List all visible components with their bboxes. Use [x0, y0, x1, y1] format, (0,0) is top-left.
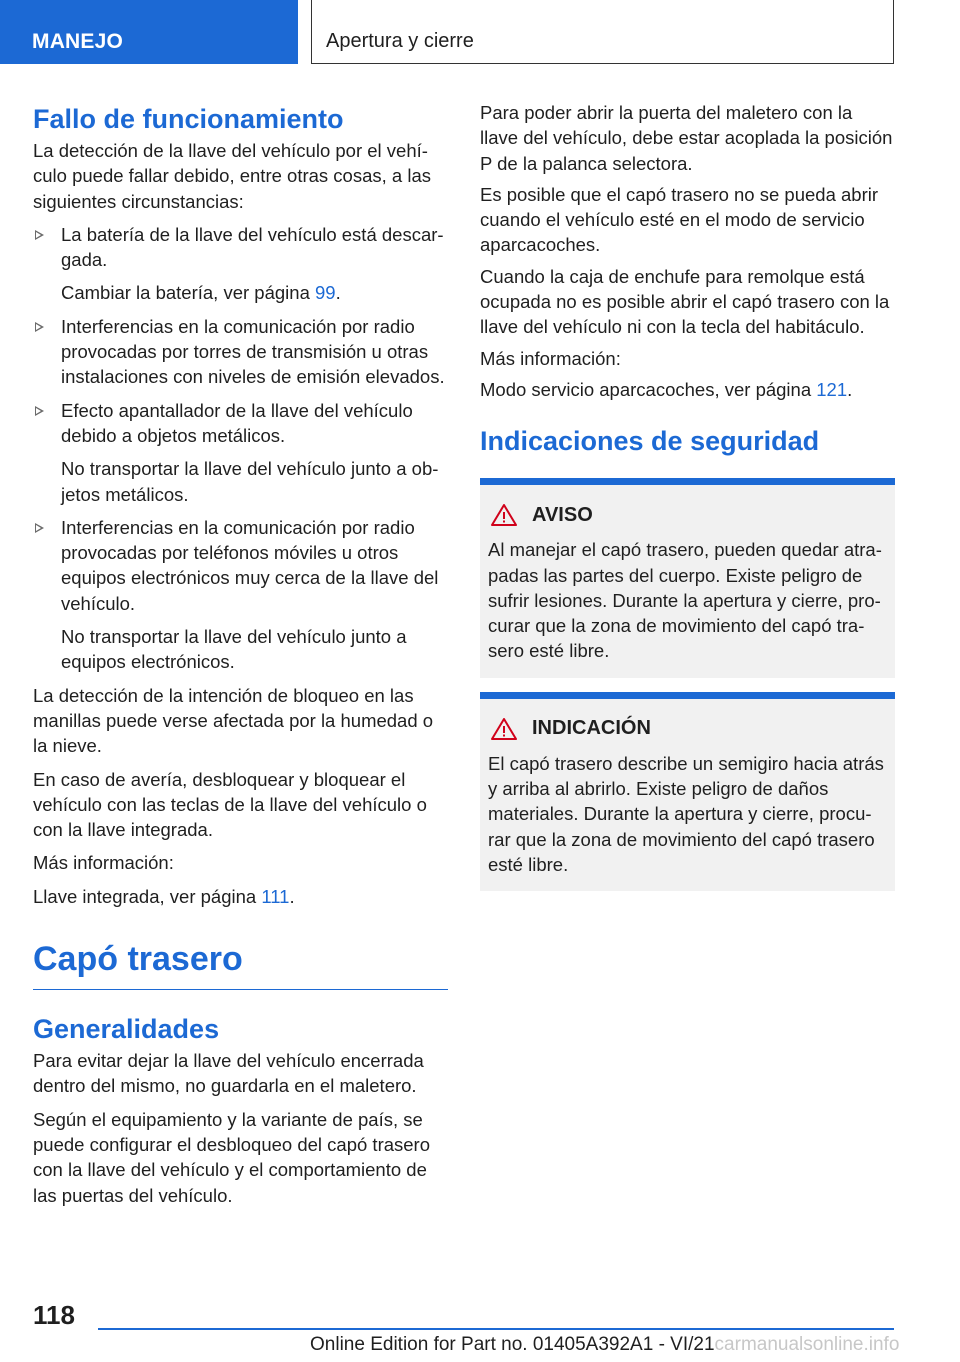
- warning-triangle-icon: [490, 503, 518, 527]
- right-para-3: Cuando la caja de enchufe para remolque está ocupada no es posible abrir el capó trasero con la llave del vehículo ni con la tecla del habitáculo.: [480, 265, 890, 338]
- more-info-ref: Llave integrada, ver página 111.: [33, 885, 295, 907]
- warning-box: [480, 478, 895, 677]
- warning-text: Al manejar el capó trasero, pueden quedar atrapadas las partes del cuerpo. Existe peligro de sufrir lesiones. Durante la apertura y cierre, procurar que la zona de movimiento del capó trasero esté libre.: [488, 539, 882, 662]
- malfunction-para-1: La detección de la intención de bloqueo en las manillas puede verse afectada por la humedad o la nieve.: [33, 684, 434, 757]
- malfunction-intro: La detección de la llave del vehículo por el vehículo puede fallar debido, entre otras cosas, a las siguientes circunstancias:: [33, 140, 431, 212]
- triangle-bullet-icon: [35, 523, 44, 533]
- footer-edition: Online Edition for Part no. 01405A392A1 - VI/21carmanualsonline.info: [310, 1334, 900, 1355]
- triangle-bullet-icon: [35, 322, 44, 332]
- tailgate-heading: Capó trasero: [33, 935, 448, 990]
- notice-box: [480, 692, 895, 891]
- triangle-bullet-icon: [35, 406, 44, 416]
- list-item-note: No transportar la llave del vehículo junto a objetos metálicos.: [61, 458, 439, 505]
- chapter-title: Apertura y cierre: [326, 30, 474, 52]
- section-tab: [0, 0, 298, 64]
- right-column: [480, 100, 895, 891]
- footer-divider: [98, 1328, 894, 1330]
- warning-triangle-icon: [490, 717, 518, 741]
- triangle-bullet-icon: [35, 230, 44, 240]
- list-item: [33, 222, 448, 306]
- list-item: [33, 398, 448, 507]
- list-item: [33, 314, 448, 390]
- right-para-1: Para poder abrir la puerta del maletero con la llave del vehículo, debe estar acoplada la posición P de la palanca selectora.: [480, 102, 893, 174]
- list-item-text: Interferencias en la comunicación por radio provocadas por teléfonos móviles u otros equipos electrónicos muy cerca de la llave del vehículo.: [61, 516, 439, 614]
- safety-heading: Indicaciones de seguridad: [480, 426, 820, 457]
- warning-label: AVISO: [532, 503, 593, 526]
- more-info-label: Más información:: [33, 852, 174, 874]
- page-link[interactable]: 121: [816, 378, 848, 400]
- right-para-2: Es posible que el capó trasero no se pueda abrir cuando el vehículo esté en el modo de servicio aparcacoches.: [480, 183, 879, 256]
- section-label: MANEJO: [32, 30, 124, 53]
- malfunction-para-2: En caso de avería, desbloquear y bloquear el vehículo con las teclas de la llave del vehículo o con la llave integrada.: [33, 768, 427, 841]
- left-column: [33, 100, 448, 1216]
- watermark: carmanualsonline.info: [714, 1334, 900, 1355]
- malfunction-heading: Fallo de funcionamiento: [33, 104, 344, 134]
- list-item-text: Interferencias en la comunicación por radio provocadas por torres de transmisión u otras instalaciones con niveles de emisión elevados.: [61, 315, 445, 388]
- list-item-text: Efecto apantallador de la llave del vehículo debido a objetos metálicos.: [61, 399, 413, 446]
- more-info-label: Más información:: [480, 347, 621, 369]
- chapter-title-box: [311, 0, 894, 64]
- notice-text: El capó trasero describe un semigiro hacia atrás y arriba al abrirlo. Existe peligro de daños materiales. Durante la apertura y cierre, procurar que la zona de movimiento del capó trasero esté libre.: [488, 752, 884, 875]
- tailgate-para-2: Según el equipamiento y la variante de país, se puede configurar el desbloqueo del capó trasero con la llave del vehículo y el comportamiento de las puertas del vehículo.: [33, 1108, 431, 1206]
- page-number: 118: [33, 1300, 75, 1330]
- tailgate-para-1: Para evitar dejar la llave del vehículo encerrada dentro del mismo, no guardarla en el maletero.: [33, 1050, 424, 1097]
- list-item: [33, 515, 448, 675]
- page-link[interactable]: 99: [315, 282, 336, 304]
- list-item-text: La batería de la llave del vehículo está descargada.: [61, 223, 444, 271]
- notice-label: INDICACIÓN: [532, 717, 651, 740]
- list-item-note: No transportar la llave del vehículo junto a equipos electrónicos.: [61, 626, 407, 673]
- general-heading: Generalidades: [33, 1014, 220, 1045]
- more-info-ref: Modo servicio aparcacoches, ver página 121.: [480, 378, 853, 400]
- page-link[interactable]: 111: [261, 885, 290, 907]
- list-item-note: Cambiar la batería, ver página 99.: [61, 282, 341, 304]
